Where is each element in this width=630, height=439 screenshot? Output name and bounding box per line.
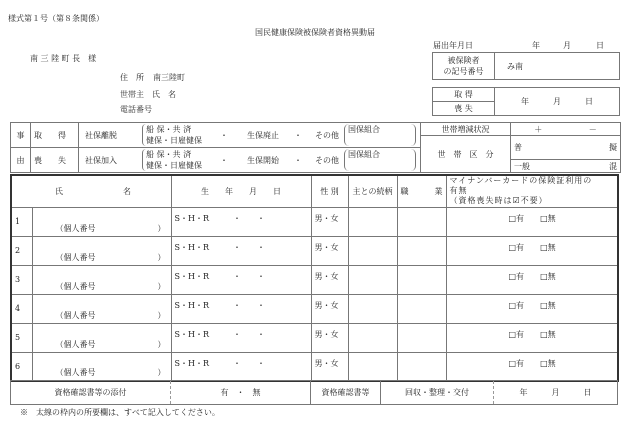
reason-type-acquire: 取 得 [31,123,79,148]
kojin-close: ） [157,339,166,349]
reason-type-lose: 喪 失 [31,148,79,173]
members-table [10,174,619,382]
name-field[interactable] [32,323,171,352]
cert-label: 資格確認書等 [311,381,381,405]
kojin-number-field[interactable] [56,367,166,378]
class-option-4[interactable]: 混 [566,160,621,173]
class-option-1[interactable]: 普 [511,136,566,160]
paren-line-1[interactable]: 船 保・共 済 [142,149,191,160]
dob-field[interactable]: S・H・R ・ ・ [171,352,311,381]
day-label: 日 [583,388,592,397]
header-mynumber-1: マイナンバーカードの保険証利用の [449,176,593,186]
month-label: 月 [551,388,560,397]
kojin-label: （個人番号 [55,252,96,262]
checkbox-yes[interactable]: □有 [508,358,525,368]
addressee: 南 三 陸 町 長 様 [30,54,97,63]
sex-option[interactable]: 男・女 [311,236,348,265]
relation-field[interactable] [348,323,397,352]
month-label: 月 [563,41,571,50]
checkbox-yes[interactable]: □有 [508,300,525,310]
plus-option[interactable]: ＋ [511,123,566,136]
table-row [11,323,618,352]
reason-options-lose [79,148,421,173]
header-relation: 主との続柄 [348,175,397,207]
checkbox-no[interactable]: □無 [540,300,556,310]
mynumber-options [446,352,618,381]
day-label: 日 [585,97,593,106]
checkbox-no[interactable]: □無 [540,271,556,281]
row-number: 2 [11,236,32,265]
kojin-number-field[interactable] [56,252,166,263]
insured-label: 被保険者 [447,56,480,65]
reason-options-row [82,124,417,146]
kojin-number-field[interactable] [56,281,166,292]
kojin-label: （個人番号 [55,281,96,291]
sex-option[interactable]: 男・女 [311,323,348,352]
day-label: 日 [596,41,604,50]
year-label: 年 [519,388,528,397]
class-option-2[interactable]: 擬 [566,136,621,160]
checkbox-no[interactable]: □無 [540,358,556,368]
checkbox-no[interactable]: □無 [540,242,556,252]
header-mynumber-3: （資格喪失時は☑不要） [449,196,548,206]
table-row [11,352,618,381]
mynumber-options [446,236,618,265]
kojin-label: （個人番号 [55,310,96,320]
name-field[interactable] [32,236,171,265]
cert-value[interactable]: 回収・整理・交付 [381,381,494,405]
reason-item-social[interactable]: 社保離脱 [85,131,117,140]
row-number: 5 [11,323,32,352]
form-number: 様式第１号（第８条関係） [8,14,104,23]
dob-field[interactable]: S・H・R ・ ・ [171,207,311,236]
insured-number-field[interactable]: み南 [495,53,620,80]
name-field[interactable] [32,294,171,323]
relation-field[interactable] [348,265,397,294]
sex-option[interactable]: 男・女 [311,294,348,323]
household-class-label: 世 帯 区 分 [421,136,511,173]
job-field[interactable] [397,265,446,294]
table-row [11,294,618,323]
header-name [11,175,171,207]
mynumber-options [446,323,618,352]
table-row [11,265,618,294]
checkbox-no[interactable]: □無 [540,213,556,223]
header-job-2: 業 [434,186,443,196]
mynumber-options [446,265,618,294]
notify-date-label: 届出年月日 [433,41,473,50]
header-job-1: 職 [400,186,409,196]
header-job [397,175,446,207]
mynumber-options [446,294,618,323]
checkbox-yes[interactable]: □有 [508,242,525,252]
kojin-close: ） [157,310,166,320]
kojin-close: ） [157,368,166,377]
sex-option[interactable]: 男・女 [311,207,348,236]
kojin-number-field[interactable] [56,310,166,321]
year-label: 年 [532,41,540,50]
paren-line-1[interactable]: 船 保・共 済 [142,124,191,135]
reason-item-welfare[interactable]: 生保廃止 [247,131,279,140]
checkbox-yes[interactable]: □有 [508,213,525,223]
kojin-number-field[interactable] [56,339,166,350]
dob-field[interactable]: S・H・R ・ ・ [171,294,311,323]
header-mynumber-2: 有無 [449,186,468,196]
name-field[interactable] [32,265,171,294]
header-name-1: 氏 [55,186,63,196]
household-change-label: 世帯増減状況 [421,123,511,136]
insured-number-box [432,52,620,80]
header-sex: 性 別 [311,175,348,207]
separator: ・ [220,156,228,165]
reason-item-other[interactable]: その他 [315,156,339,165]
checkbox-yes[interactable]: □有 [508,329,525,339]
header-mynumber [446,175,618,207]
relation-field[interactable] [348,352,397,381]
kojin-number-field[interactable] [56,223,166,234]
minus-option[interactable]: － [566,123,621,136]
reason-item-welfare[interactable]: 生保開始 [247,156,279,165]
attach-label: 資格確認書等の添付 [11,381,171,405]
insured-label-2: の記号番号 [443,67,484,76]
table-row [11,236,618,265]
address-label: 住 所 [120,73,144,82]
separator: ・ [294,131,302,140]
header-dob: 生 年 月 日 [171,175,311,207]
note: ※ 太線の枠内の所要欄は、すべて記入してください。 [20,408,220,417]
relation-field[interactable] [348,207,397,236]
kumiai-field[interactable]: 国保組合 [344,124,416,146]
year-label: 年 [521,97,529,106]
lose-label: 喪 失 [433,102,495,116]
relation-field[interactable] [348,294,397,323]
row-number: 4 [11,294,32,323]
kojin-label: （個人番号 [55,368,96,377]
sex-option[interactable]: 男・女 [311,352,348,381]
acquire-lose-box [432,87,620,116]
reason-options-row [82,149,417,171]
sex-option[interactable]: 男・女 [311,265,348,294]
paren-line-2[interactable]: 健保・日雇健保 [142,160,202,171]
separator: ・ [220,131,228,140]
job-field[interactable] [397,236,446,265]
mynumber-options [446,207,618,236]
class-option-3[interactable]: 一般 [511,160,566,173]
dob-field[interactable]: S・H・R ・ ・ [171,265,311,294]
reason-label-2: 由 [11,148,31,173]
table-row [11,207,618,236]
kojin-close: ） [157,223,166,233]
header-name-2: 名 [123,186,131,196]
separator: ・ [294,156,302,165]
month-label: 月 [553,97,561,106]
acq-loss-date-field[interactable] [495,88,620,116]
reason-item-social[interactable]: 社保加入 [85,156,117,165]
footer-date-field[interactable] [494,381,618,405]
kojin-label: （個人番号 [55,339,96,349]
row-number: 1 [11,207,32,236]
dob-field[interactable]: S・H・R ・ ・ [171,236,311,265]
reason-table [10,122,621,173]
attach-value[interactable]: 有 ・ 無 [171,381,311,405]
job-field[interactable] [397,294,446,323]
form-title: 国民健康保険被保険者資格異動届 [255,28,375,37]
kojin-close: ） [157,281,166,291]
job-field[interactable] [397,323,446,352]
reason-item-other[interactable]: その他 [315,131,339,140]
row-number: 6 [11,352,32,381]
acquire-label: 取 得 [433,88,495,102]
footer-table [10,380,618,405]
name-field[interactable] [32,352,171,381]
dob-field[interactable]: S・H・R ・ ・ [171,323,311,352]
relation-field[interactable] [348,236,397,265]
job-field[interactable] [397,352,446,381]
phone-label: 電話番号 [120,105,152,114]
address-value[interactable]: 南三陸町 [153,73,185,82]
checkbox-no[interactable]: □無 [540,329,556,339]
row-number: 3 [11,265,32,294]
reason-label: 事 [11,123,31,148]
reason-options-acquire [79,123,421,148]
checkbox-yes[interactable]: □有 [508,271,525,281]
job-field[interactable] [397,207,446,236]
kojin-close: ） [157,252,166,262]
kojin-label: （個人番号 [55,223,96,233]
head-name-label: 世帯主 氏 名 [120,90,176,99]
paren-line-2[interactable]: 健保・日雇健保 [142,135,202,146]
kumiai-field[interactable]: 国保組合 [344,149,416,171]
name-field[interactable] [32,207,171,236]
